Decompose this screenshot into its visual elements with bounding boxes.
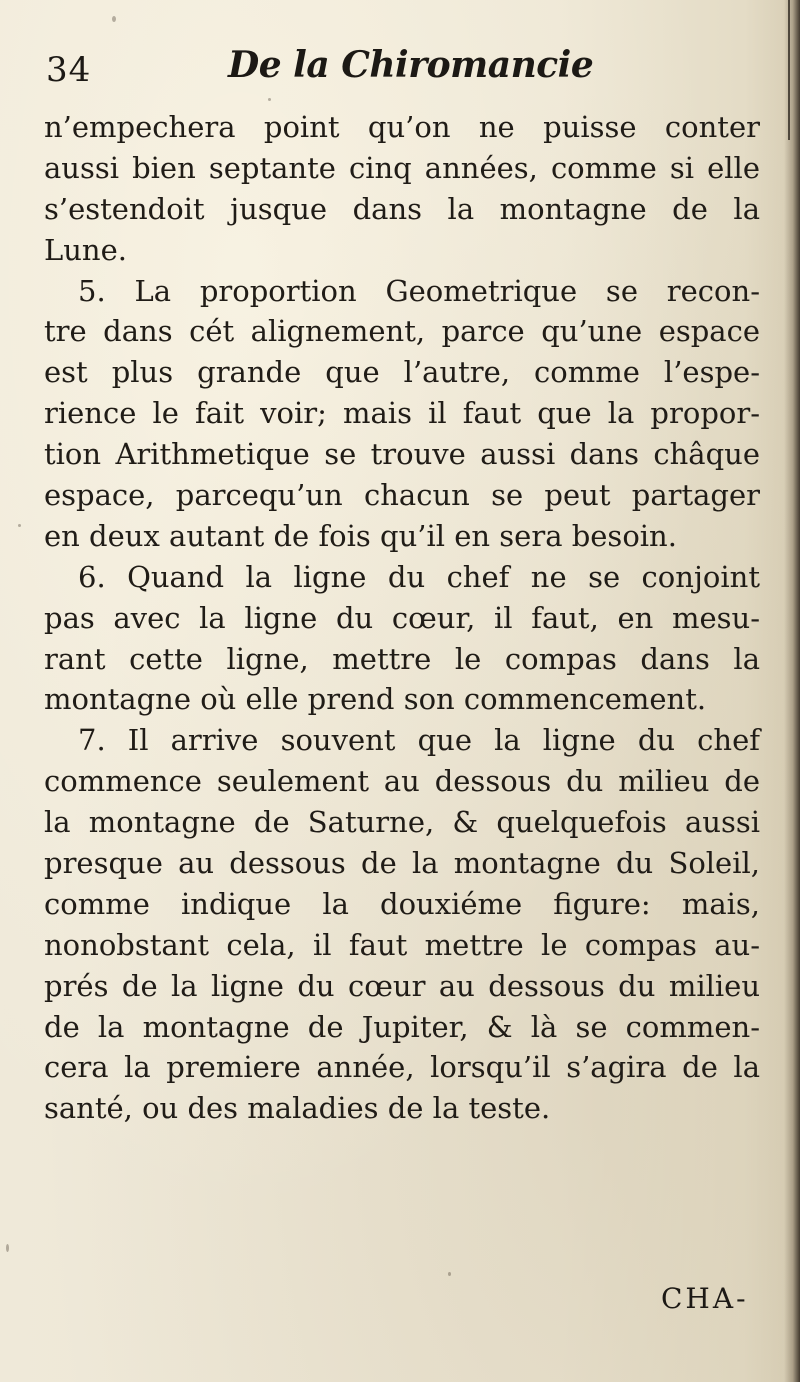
text-line: tion Arithmetique se trouve aussi dans châque <box>44 437 760 472</box>
text-line: prés de la ligne du cœur au dessous du milieu <box>44 968 760 1003</box>
binding-edge <box>788 0 790 140</box>
page-number: 34 <box>46 50 92 90</box>
page-edge-shadow <box>784 0 800 1382</box>
text-line: nonobstant cela, il faut mettre le compas au- <box>44 927 760 962</box>
paragraph-6-start: 6. Quand la ligne du chef ne se conjoint <box>78 559 760 594</box>
text-line: montagne où elle prend son commencement. <box>44 682 707 717</box>
text-line: tre dans cét alignement, parce qu’une espace <box>44 314 760 349</box>
text-line: rant cette ligne, mettre le compas dans la <box>44 641 760 676</box>
page-header <box>46 44 766 104</box>
text-line: espace, parcequ’un chacun se peut partager <box>44 478 760 513</box>
text-line: s’estendoit jusque dans la montagne de la <box>44 191 760 226</box>
text-line: n’empechera point qu’on ne puisse conter <box>44 110 760 144</box>
text-line: Lune. <box>44 232 127 267</box>
catchword: CHA- <box>661 1282 749 1315</box>
text-line: de la montagne de Jupiter, & là se commen- <box>44 1009 760 1044</box>
paragraph-7-start: 7. Il arrive souvent que la ligne du chef <box>78 723 760 758</box>
text-line: cera la premiere année, lorsqu’il s’agira de la <box>44 1050 760 1085</box>
text-line: presque au dessous de la montagne du Soleil, <box>44 846 760 881</box>
text-line: pas avec la ligne du cœur, il faut, en mesu- <box>44 600 760 635</box>
paper-speck <box>18 524 21 527</box>
paper-speck <box>268 98 271 101</box>
paper-speck <box>448 1272 451 1276</box>
text-line: rience le fait voir; mais il faut que la propor- <box>44 396 760 431</box>
text-line: commence seulement au dessous du milieu de <box>44 764 760 799</box>
paper-speck <box>112 16 116 22</box>
paper-speck <box>6 1244 9 1252</box>
running-head: De la Chiromancie <box>228 44 594 86</box>
text-line: est plus grande que l’autre, comme l’espe- <box>44 355 760 390</box>
text-line: comme indique la douxiéme figure: mais, <box>44 886 760 921</box>
text-line: la montagne de Saturne, & quelquefois aussi <box>44 805 760 840</box>
text-line: en deux autant de fois qu’il en sera besoin. <box>44 518 677 553</box>
paragraph-5-start: 5. La proportion Geometrique se recon- <box>78 273 760 308</box>
text-line: aussi bien septante cinq années, comme si elle <box>44 150 760 185</box>
text-line: santé, ou des maladies de la teste. <box>44 1091 551 1126</box>
body-text <box>44 107 760 1129</box>
